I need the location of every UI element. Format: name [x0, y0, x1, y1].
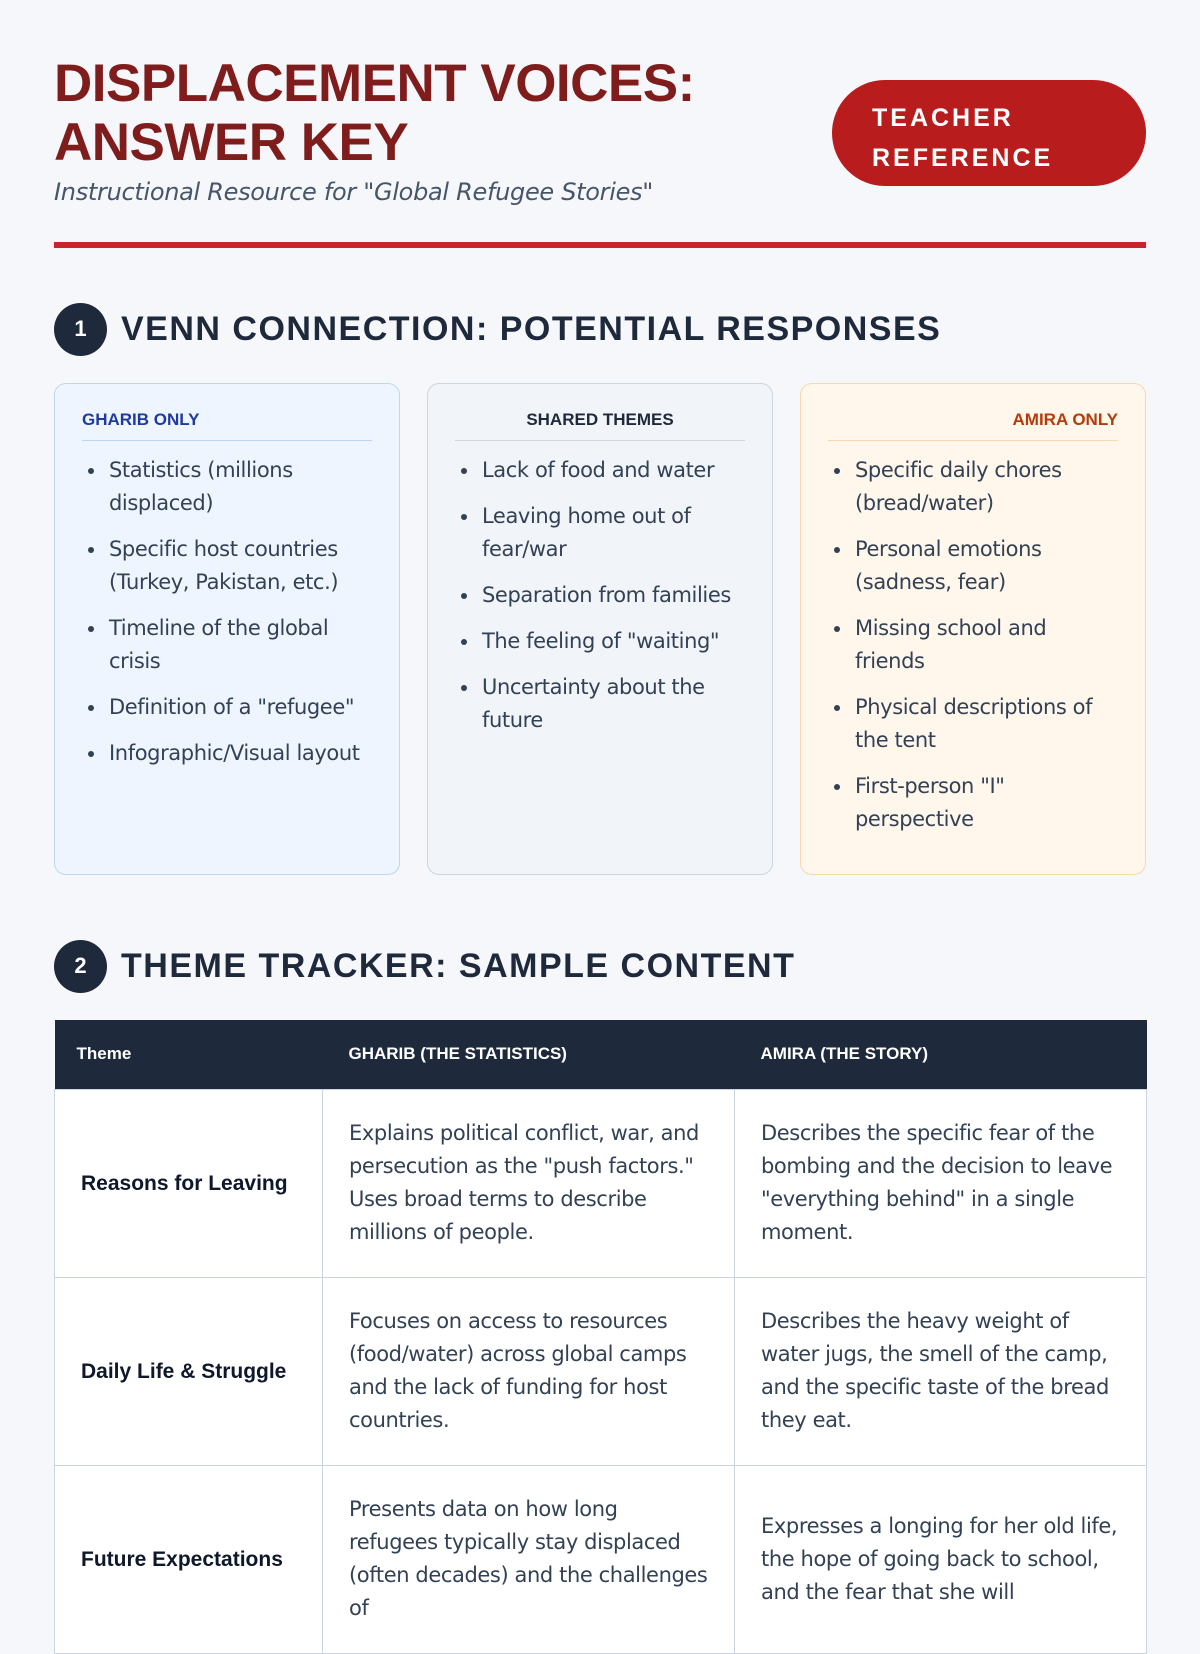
- response-list: [82, 454, 372, 770]
- column-heading: SHARED THEMES: [455, 410, 745, 441]
- table-header-row: [55, 1020, 1147, 1089]
- list-item: Timeline of the global crisis: [109, 612, 372, 678]
- header-divider: [54, 242, 1146, 248]
- section-theme-tracker-heading: [54, 939, 1146, 993]
- amira-cell: Describes the heavy weight of water jugs, the smell of the camp, and the specific taste of the bread they eat.: [735, 1277, 1147, 1465]
- theme-cell: Reasons for Leaving: [55, 1089, 323, 1277]
- section-title: THEME TRACKER: SAMPLE CONTENT: [121, 946, 796, 985]
- column-header-theme: Theme: [55, 1020, 323, 1089]
- teacher-reference-badge: [832, 80, 1146, 186]
- section-number-badge: 2: [54, 940, 107, 993]
- theme-tracker-table: [54, 1020, 1147, 1654]
- list-item: Personal emotions (sadness, fear): [855, 533, 1118, 599]
- badge-line-1: TEACHER: [872, 104, 1014, 132]
- venn-column-shared: [427, 383, 773, 875]
- list-item: Specific daily chores (bread/water): [855, 454, 1118, 520]
- page-subtitle: Instructional Resource for "Global Refugee Stories": [54, 178, 653, 206]
- list-item: Physical descriptions of the tent: [855, 691, 1118, 757]
- title-line-1: DISPLACEMENT VOICES:: [54, 54, 695, 113]
- section-title: VENN CONNECTION: POTENTIAL RESPONSES: [121, 309, 942, 348]
- page-header: [54, 0, 1146, 206]
- column-heading: GHARIB ONLY: [82, 410, 372, 441]
- badge-line-2: REFERENCE: [872, 144, 1054, 172]
- gharib-cell: Presents data on how long refugees typically stay displaced (often decades) and the challenges of: [323, 1465, 735, 1653]
- amira-cell: Expresses a longing for her old life, the hope of going back to school, and the fear that she will: [735, 1465, 1147, 1653]
- venn-columns: [54, 383, 1146, 875]
- gharib-cell: Explains political conflict, war, and persecution as the "push factors." Uses broad terms to describe millions of people.: [323, 1089, 735, 1277]
- table-row: [55, 1465, 1147, 1653]
- response-list: [455, 454, 745, 737]
- section-number-badge: 1: [54, 303, 107, 356]
- column-heading: AMIRA ONLY: [828, 410, 1118, 441]
- column-header-gharib: GHARIB (THE STATISTICS): [323, 1020, 735, 1089]
- list-item: Definition of a "refugee": [109, 691, 372, 724]
- theme-cell: Daily Life & Struggle: [55, 1277, 323, 1465]
- list-item: Statistics (millions displaced): [109, 454, 372, 520]
- theme-cell: Future Expectations: [55, 1465, 323, 1653]
- list-item: Lack of food and water: [482, 454, 745, 487]
- list-item: The feeling of "waiting": [482, 625, 745, 658]
- list-item: Uncertainty about the future: [482, 671, 745, 737]
- title-line-2: ANSWER KEY: [54, 113, 409, 172]
- list-item: Specific host countries (Turkey, Pakistan, etc.): [109, 533, 372, 599]
- list-item: Infographic/Visual layout: [109, 737, 372, 770]
- column-header-amira: AMIRA (THE STORY): [735, 1020, 1147, 1089]
- list-item: Missing school and friends: [855, 612, 1118, 678]
- list-item: First-person "I" perspective: [855, 770, 1118, 836]
- gharib-cell: Focuses on access to resources (food/water) across global camps and the lack of funding for host countries.: [323, 1277, 735, 1465]
- venn-column-amira: [800, 383, 1146, 875]
- list-item: Separation from families: [482, 579, 745, 612]
- venn-column-gharib: [54, 383, 400, 875]
- response-list: [828, 454, 1118, 836]
- list-item: Leaving home out of fear/war: [482, 500, 745, 566]
- table-row: [55, 1277, 1147, 1465]
- amira-cell: Describes the specific fear of the bombing and the decision to leave "everything behind" in a single moment.: [735, 1089, 1147, 1277]
- section-venn-heading: [54, 302, 1146, 356]
- table-row: [55, 1089, 1147, 1277]
